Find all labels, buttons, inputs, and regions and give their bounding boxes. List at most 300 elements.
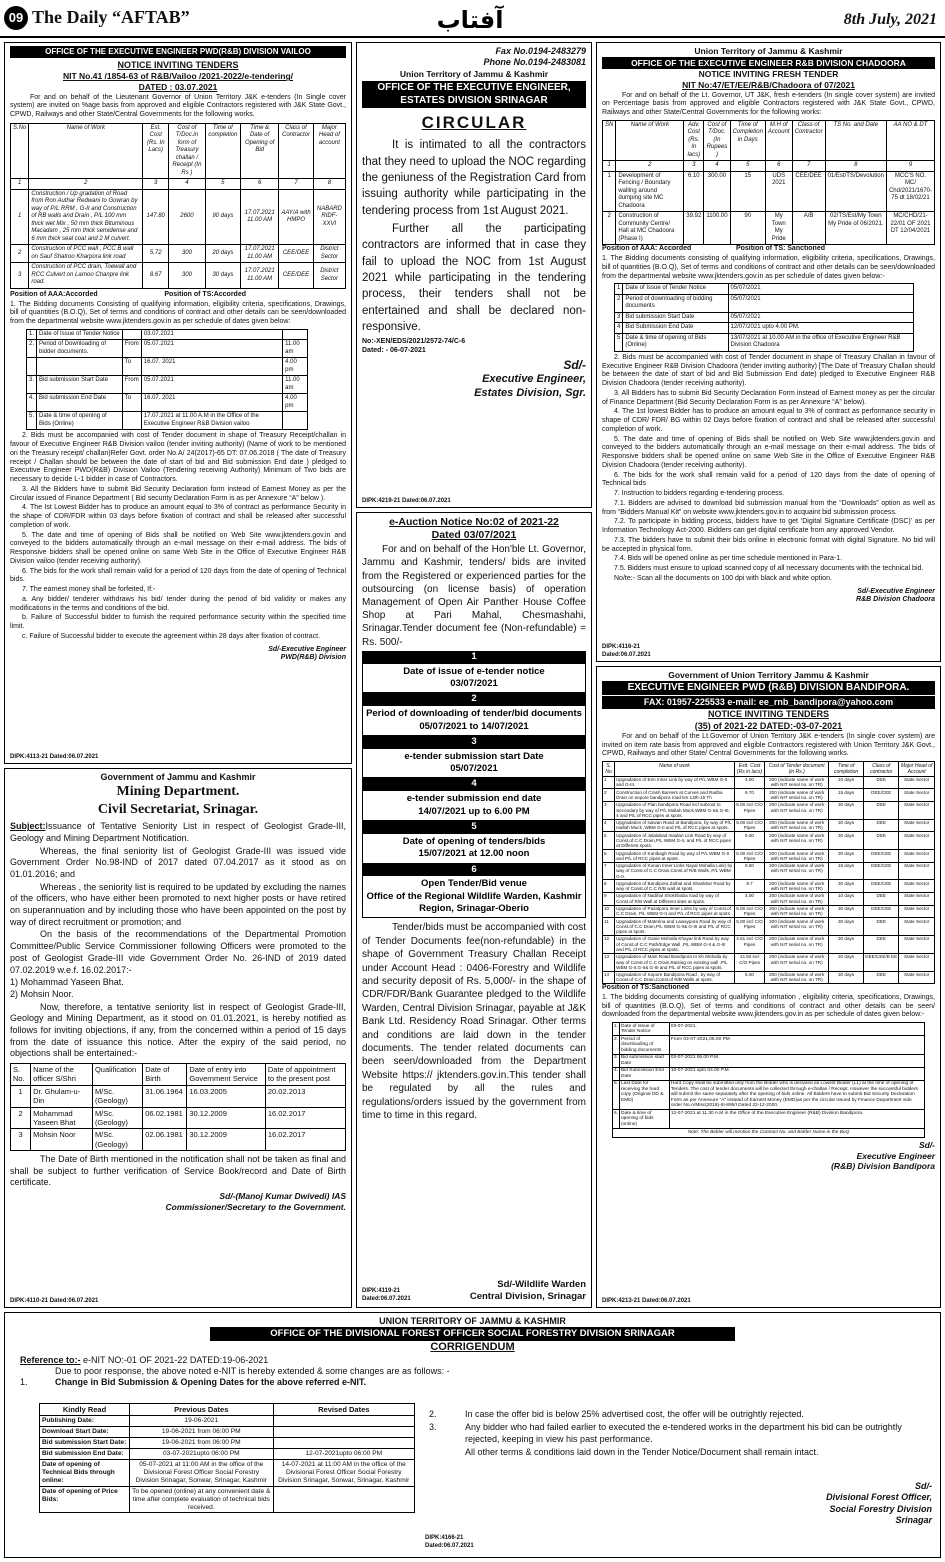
table-cell: 5.00 incl C/O Pipes	[734, 819, 765, 832]
table-header-cell: Class of Contractor	[279, 123, 313, 179]
chadoora-ut: Union Territory of Jammu & Kashmir	[694, 46, 843, 56]
table-cell: 30 days	[828, 918, 863, 936]
chadoora-dates-table	[614, 283, 914, 352]
table-cell: Mohsin Noor	[31, 1129, 93, 1151]
table-cell: State Sector	[899, 776, 935, 789]
bandipora-intro: For and on behalf of the Lt.Governor of Union Territory J&K e-tenders (In single cover system) are invited on item rate basis from approved and eligible Contractors registered with Union Territory J&K Govt., CPWD, Railways and other State/ Central Governments for the following works.	[602, 732, 935, 758]
paragraph: Whereas, the final seniority list of Geologist Grade-III was issued vide Government Order No.98-IND of 2017 dated 07.04.2017 as it stood as on 01.01.2016; and	[10, 845, 346, 879]
paragraph: 2. Bids must be accompanied with cost of Tender document in shape of Treasury Receipt/challan in favour of Executive Engineer R&B Division vailoo (tender inviting authority) (Name of work to be mentioned on the Treasury receipt/ challan)Refer Govt. order No.A/ 24(2017)-65 DT: 07.06.2018 ( The date of Treasury receipt / Challan should be between the date of start of bid and Bid submission End date ) pledged to Executive Engineer PWD(R&B) Division Vailoo (Tendering receiving Authority) Minimum of Two bids are necessary to decide L-1 bidder in case of Contractors.	[10, 432, 346, 483]
estates-dated: Dated: - 06-07-2021	[362, 347, 426, 355]
table-cell: CEE/DEE	[792, 171, 825, 212]
table-cell: 10 days	[828, 892, 863, 905]
table-cell: 6.10	[684, 171, 704, 212]
table-row	[40, 1438, 415, 1449]
table-header-cell: Time of completion	[828, 762, 863, 777]
table-cell	[122, 329, 141, 340]
paragraph: 4. The 1st lowest Bidder has to produce an amount equal to 3% of contract as performance security in shape of CDR/ FDR/ BG within 02 Days before fixation of contract and shall be released after successful completion of work.	[602, 408, 935, 433]
table-cell: 5	[603, 832, 615, 850]
table-cell: Last Date for receiving the hard copy (Original DD & EMD)	[620, 1080, 670, 1110]
estates-office1: OFFICE OF THE EXECUTIVE ENGINEER,	[377, 82, 571, 94]
table-cell: DEE/CEE	[864, 905, 899, 918]
table-cell: M/Sc.(Geology)	[92, 1107, 142, 1129]
bandipora-para1: 1. The bidding documents consisting of qualifying information , eligibility criteria, specifications, Drawings, bill of quantities (B.O.Q), Set of terms and conditions of contract and other details can be seen/ downloaded from the departmental website www.jktenders.gov.in as per schedule of dates given below:-	[602, 993, 935, 1019]
table-cell: DEE	[864, 918, 899, 936]
table-cell: 200 (indicate name of work with NIT serial no. on TR)	[765, 862, 829, 880]
table-header-cell: SN	[603, 120, 616, 161]
table-cell: 90	[730, 212, 765, 245]
mining-subject-label: Subject:	[10, 821, 46, 832]
table-header-cell: Major Head of account	[313, 123, 345, 179]
issue-date: 8th July, 2021	[843, 11, 937, 28]
wildlife-title: e-Auction Notice No:02 of 2021-22	[389, 516, 559, 528]
chadoora-works-table	[602, 120, 935, 246]
chadoora-notice	[596, 42, 941, 662]
table-cell: 30 days	[828, 850, 863, 863]
table-cell: Date & time of opening of Bids (Online)	[623, 333, 728, 351]
table-header-cell: Qualification	[92, 1064, 142, 1086]
table-header-cell: 8	[825, 161, 886, 172]
estates-dipk: DIPK:4219-21 Dated:06.07.2021	[362, 497, 451, 504]
mining-last: The Date of Birth mentioned in the notification shall not be taken as final and shall be subject to further verification of Service Book/record and Date of Birth certificate.	[10, 1154, 346, 1188]
forest-office: OFFICE OF THE DIVISIONAL FOREST OFFICER SOCIAL FORESTRY DIVISION SRINAGAR	[210, 1327, 735, 1341]
vailoo-notice	[4, 42, 352, 764]
table-header-cell: Date of entry into Government Service	[187, 1064, 266, 1086]
table-cell: Dr. Ghulam-u-Din	[31, 1085, 93, 1107]
table-header-cell: Name of Work	[616, 120, 684, 161]
table-cell: 17.07.2021 at 11.00 A.M in the Office of the Executive Engineer R&B Division vailoo	[141, 412, 282, 430]
table-row	[40, 1449, 415, 1460]
table-cell: 17.07.2021 11.00 AM	[241, 189, 279, 245]
table-row	[40, 1427, 415, 1438]
corrigendum-point-text: All other terms & conditions laid down in the Tender Notice/Document shall remain intact.	[465, 1446, 819, 1457]
table-cell: 200 (indicate name of work with NIT serial no. on TR)	[765, 776, 829, 789]
table-cell: DEE	[864, 776, 899, 789]
table-cell: Publishing Date:	[40, 1416, 130, 1427]
table-cell: Upgradation of Kanibagh Road by way of P/L WBM G-II and P/L of RCC pipes at spots.	[615, 850, 735, 863]
table-header-cell: Class of Contractor	[792, 120, 825, 161]
estates-office2: ESTATES DIVISION SRINAGAR	[400, 94, 548, 106]
table-cell	[27, 358, 37, 376]
table-cell: 9	[603, 892, 615, 905]
bandipora-works-table	[602, 761, 935, 984]
table-cell: State Sector	[899, 789, 935, 802]
table-cell: Date of Issue of Tender Notice	[623, 284, 728, 295]
mining-dipk: DIPK:4110-21 Dated:06.07.2021	[10, 1297, 99, 1304]
paper-name: The Daily “AFTAB”	[32, 7, 190, 27]
bandipora-notice-title: NOTICE INVITING TENDERS	[707, 709, 829, 720]
table-cell: 30 days	[205, 263, 240, 289]
forest-sig4: Srinagar	[895, 1514, 932, 1525]
table-header-cell: Class of contractor	[864, 762, 899, 777]
table-row	[27, 412, 308, 430]
table-cell: 14.93 incl C/O Pipes	[734, 953, 765, 971]
table-cell: CEE/DEE	[279, 245, 313, 263]
table-cell: 05.07.2021	[141, 340, 282, 358]
wildlife-body: Tender/bids must be accompanied with cost of Tender Documents fee(non-refundable) in the shape of Government Treasury Challan Receipt under Account Head : 0406-Forestry and Wildlife and security deposit of Rs. 5,000/- in the shape of CDR/FDR/Bank Guarantee pledged to the Wildlife Warden, Central Division Srinagar, payable at J&K Bank Ltd. Residency Road Srinagar. Other terms and conditions are laid down in the tender documents. The tender related documents can been seen/downloaded from the Department Website https:// jktenders.gov.in.This tender shall be regulated by all the rules and regulations/orders issued by the government from time to time in this regard.	[362, 922, 586, 1121]
table-cell: Bid submission Start Date	[623, 312, 728, 323]
table-cell: From 03-07-2021,06.00 PM	[669, 1036, 924, 1055]
table-cell: Date of opening of Price Bids:	[40, 1486, 130, 1513]
table-row	[603, 862, 935, 880]
table-cell: State Sector	[899, 953, 935, 971]
paragraph: 7.5. Bidders must ensure to upload scanned copy of all necessary documents with the technical bid.	[614, 565, 924, 572]
table-cell: 1	[615, 284, 623, 295]
bandipora-sig3: (R&B) Division Bandipora	[831, 1161, 935, 1172]
wildlife-notice	[356, 512, 592, 1308]
mining-notice	[4, 768, 352, 1308]
table-row	[603, 212, 935, 245]
table-cell: 12-07-2021 at 11.30 A.M in the Office of the Executive Engineer (R&B) Division Bandipora.	[669, 1110, 924, 1129]
paragraph: 7.4. Bids will be opened online as per time schedule mentioned in Para-1.	[614, 555, 843, 563]
table-cell: 17.07.2021 11.00 AM	[241, 263, 279, 289]
forest-dates-table	[39, 1403, 415, 1513]
wildlife-sig2: Central Division, Srinagar	[469, 1291, 586, 1303]
table-row	[40, 1416, 415, 1427]
corrigendum-point	[429, 1422, 934, 1445]
vailoo-dates-table	[26, 329, 308, 431]
table-cell: 10 days	[828, 776, 863, 789]
table-cell: State Sector	[899, 935, 935, 953]
table-cell: State Sector	[899, 905, 935, 918]
table-cell: 200 (indicate name of work with NIT serial no. on TR)	[765, 971, 829, 984]
chadoora-sig2: R&B Division Chadoora	[856, 596, 935, 604]
table-row	[603, 789, 935, 802]
table-header-cell: 7	[279, 179, 313, 190]
schedule-step	[362, 748, 586, 779]
table-cell: Date of Issue of Tender Notice	[37, 329, 123, 340]
table-cell: To	[122, 358, 141, 376]
table-row	[27, 340, 308, 358]
table-cell: 2	[11, 1107, 31, 1129]
table-cell: Date & time of opening of Bids (Online)	[37, 412, 123, 430]
forest-sig3: Social Forestry Division	[829, 1503, 932, 1514]
table-cell: Date of Issue of Tender Notice	[620, 1023, 670, 1036]
table-cell: State Sector	[899, 850, 935, 863]
table-header-cell: 7	[792, 161, 825, 172]
table-cell: 30.12.2009	[187, 1107, 266, 1129]
schedule-step-value: 14/07/2021 up to 6.00 PM	[418, 805, 530, 817]
forest-change-num: 1.	[20, 1377, 28, 1388]
table-header-cell: Cost of T/Doc.in form of Treasury challan / Receipt (In Rs )	[169, 123, 205, 179]
corrigendum-point-number: 2.	[429, 1409, 437, 1419]
paragraph: 4. The Ist Lowest Bidder has to produce an amount equal to 3% of contract as performance Security in the shape of CDR/FDR within 03 days before fixation of contract and shall be released after successful completion of work.	[10, 504, 346, 529]
table-cell: A/B	[792, 212, 825, 245]
table-row	[615, 333, 914, 351]
table-header-cell: Date of appointment to the present post	[265, 1064, 345, 1086]
table-cell: 5.00 incl C/O Pipes	[734, 850, 765, 863]
table-cell: 5	[615, 333, 623, 351]
table-cell: 5.	[27, 412, 37, 430]
logo-text: آفتاب	[436, 6, 504, 34]
table-cell: Mohammad Yaseen Bhat	[31, 1107, 93, 1129]
table-row	[613, 1054, 925, 1067]
table-header-cell: M.H of Account	[765, 120, 792, 161]
bandipora-dates-table	[612, 1022, 925, 1138]
table-cell: 5.72	[143, 245, 169, 263]
paragraph: 7.3. The bidders have to submit their bids online in electronic format with digital Signature. No bid will be accepted in physical form.	[602, 536, 935, 553]
paragraph: b. Failure of Successful bidder to furnish the required performance security within the specified time limit.	[10, 614, 346, 630]
table-row	[11, 1107, 346, 1129]
table-cell: 6.	[613, 1110, 620, 1129]
table-header-cell: S. No	[603, 762, 615, 777]
table-cell: To	[122, 394, 141, 412]
table-cell: 90 days	[205, 189, 240, 245]
table-cell: M/Sc.(Geology)	[92, 1129, 142, 1151]
forest-dipk2: Dated:06.07.2021	[425, 1542, 474, 1549]
table-row	[11, 189, 346, 245]
table-cell: 2	[603, 789, 615, 802]
schedule-step	[362, 663, 586, 694]
table-cell: 4.	[27, 394, 37, 412]
table-cell: Construction of PCC wall , PCC B wall on Sauf Shatroo Kharpora link road	[29, 245, 143, 263]
table-header-cell: S. No.	[11, 1064, 31, 1086]
schedule-step-label: Date of opening of tenders/bids	[402, 835, 546, 847]
chadoora-notice-title: NOTICE INVITING FRESH TENDER	[698, 69, 839, 80]
bandipora-notice	[596, 666, 941, 1308]
schedule-step-value: 15/07/2021 at 12.00 noon	[418, 848, 530, 860]
schedule-step-label: Open Tender/Bid venue	[421, 878, 527, 890]
table-cell: State Sector	[899, 832, 935, 850]
vailoo-works-table	[10, 123, 346, 289]
table-cell: Upgradation of Ganie Mohalla Khayar link Road by way of Const.of C.C Path/Edge Wall ,P/L WBM G-II & G-III and P/L of RCC pipes at spots.	[615, 935, 735, 953]
table-cell: Bid submission start Date	[620, 1054, 670, 1067]
table-header-cell: 5	[205, 179, 240, 190]
table-cell: 03.07.2021	[141, 329, 282, 340]
table-cell: UDS 2021	[765, 171, 792, 212]
masthead	[0, 0, 945, 38]
vailoo-office: OFFICE OF THE EXECUTIVE ENGINEER PWD(R&B) DIVISION VAILOO	[10, 46, 346, 58]
table-cell: 20 days	[205, 245, 240, 263]
vailoo-para1: 1. The Bidding documents Consisting of qualifying information, eligibility criteria, specifications, Drawings, bill of quantities (B.O.Q), Set of terms and conditions of contract and other details can be seen/downloaded from the departmental website www.jktenders.gov.in as per schedule of dates given below:	[10, 300, 346, 325]
table-cell: DEE/CEE	[864, 862, 899, 880]
table-header-cell: 6	[241, 179, 279, 190]
estates-para2: Further all the participating contractors are informed that in case they fail to upload the NOC from 1st August 2021 while participating in the tendering process, their tenders shall not be entertained and shall be declared non-responsive.	[362, 223, 586, 333]
table-cell: 10-07-2021 upto 04.00 P.M.	[669, 1067, 924, 1080]
chadoora-para1: 1. The Bidding documents consisting of qualifying information, eligibility criteria, specifications, Drawings, bill of quantities (B.O.Q), Set of terms and conditions of contract and other details can be seen/downloaded from the departmental website www.jktenders.gov.in as per schedule of dates given below:-	[602, 255, 935, 280]
estates-ut: Union Territory of Jammu & Kashmir	[399, 68, 549, 79]
table-cell: Bid submission End Date:	[40, 1449, 130, 1460]
table-cell: Development of Fencing / Boundary walling around dumping site MC Chadoora	[616, 171, 684, 212]
table-cell	[273, 1416, 414, 1427]
table-cell: 1	[603, 776, 615, 789]
chadoora-sig1: Sd/-Executive Engineer	[857, 587, 935, 595]
table-row	[11, 1129, 346, 1151]
table-cell: MC/CHD/21-22/01 OF 2021 DT 12/04/2021	[886, 212, 934, 245]
table-cell: State Sector	[899, 892, 935, 905]
table-cell: 05/07/2021	[728, 294, 913, 312]
table-cell: DEE	[864, 832, 899, 850]
table-cell: Period of downloading of bidding documents	[623, 294, 728, 312]
table-cell: 200 (indicate name of work with NIT serial no. on TR)	[765, 850, 829, 863]
table-header-cell: Name of Work	[29, 123, 143, 179]
table-cell: 14-07-2021 at 11:00 AM in the office of the Divisional Forest Officer Social Forestry Division Srinagar, Sonwar, Srinagar, Kashmir	[273, 1460, 414, 1487]
schedule-step-value: Office of the Regional Wildlife Warden, Kashmir Region, Srinagar-Oberio	[366, 890, 582, 915]
table-cell: 3.	[613, 1054, 620, 1067]
aftab-logo	[410, 2, 530, 34]
table-row	[40, 1486, 415, 1513]
table-row	[615, 284, 914, 295]
table-row	[613, 1036, 925, 1055]
officer-item: 2) Mohsin Noor.	[10, 988, 74, 999]
table-cell: 200 (indicate name of work with NIT serial no. on TR)	[765, 819, 829, 832]
table-cell: 16.02.2017	[265, 1129, 345, 1151]
table-cell: 5.00 incl C/O Pipes	[734, 918, 765, 936]
table-cell: 200 (indicate name of work with NIT serial no. on TR)	[765, 801, 829, 819]
table-cell: Construction / Up gradation of Road from Ron Authar Redwani to Gowran by way of P/L RRM , G-II and Construction of RB walls and Drain , P/L 100 mm thick wet Mix , 50 mm thick Bituminous Macadam , 25 mm thick semidense and 6 mm thick seal coat and 2 M culvert.	[29, 189, 143, 245]
table-cell: 1100.00	[704, 212, 730, 245]
table-cell: 1.	[613, 1023, 620, 1036]
table-header-cell: Major Head of Account	[899, 762, 935, 777]
schedule-step	[362, 875, 586, 918]
table-cell: 16.02.2017	[265, 1107, 345, 1129]
table-cell: State Sector	[899, 918, 935, 936]
table-header-cell: Time & Date of Opening of Bid	[241, 123, 279, 179]
table-cell	[273, 1427, 414, 1438]
table-cell: 4.00	[734, 776, 765, 789]
table-cell: 30 days	[828, 905, 863, 918]
table-row	[603, 935, 935, 953]
table-cell: 11.00 am	[283, 376, 308, 394]
bandipora-fax: FAX: 01957-225533 e-mail: ee_rnb_bandipora@yahoo.com	[602, 696, 935, 709]
table-cell: NABARD RIDF- XXVI	[313, 189, 345, 245]
vailoo-intro: For and on behalf of the Lieutenant Governor of Union Territory J&K e-tenders (In Single cover system) are invited on %age basis from approved and eligible Contractors registered with J&K State Govt., CPWD, Railways and other State/Central Governments for the following works.	[10, 93, 346, 118]
table-cell: 19-06-2021	[130, 1416, 274, 1427]
paragraph: 6. The bids for the work shall remain valid for a period of 120 days from the date of opening of Technical bids.	[10, 567, 346, 584]
table-header-cell: Adv. Cost (Rs. in lacs)	[684, 120, 704, 161]
mining-sig1: Sd/-(Manoj Kumar Dwivedi) IAS	[219, 1191, 346, 1202]
table-header-cell: Est. Cost (Rs. In Lacs)	[143, 123, 169, 179]
table-cell: 06.02.1981	[143, 1107, 187, 1129]
table-row	[613, 1080, 925, 1110]
table-cell: 19-06-2021 from 06:00 PM	[130, 1438, 274, 1449]
table-cell: Download Start Date:	[40, 1427, 130, 1438]
table-cell: Bid Submission End Date	[623, 323, 728, 334]
table-header-cell: Name of work	[615, 762, 735, 777]
table-cell: 05/07/2021	[728, 312, 913, 323]
table-cell: 5.	[613, 1080, 620, 1110]
corrigendum-point-text: Any bidder who had failed earlier to executed the e-tendered works in the department his bid can be outrightly rejected, keeping in view his past performance.	[465, 1422, 902, 1444]
bandipora-sig2: Executive Engineer	[856, 1150, 935, 1161]
table-cell	[37, 358, 123, 376]
table-header-cell: 4	[704, 161, 730, 172]
schedule-step	[362, 705, 586, 736]
table-cell: 30 days	[828, 801, 863, 819]
table-cell: State Sector	[899, 971, 935, 984]
table-cell: 16.07. 2021	[141, 358, 282, 376]
table-row	[613, 1023, 925, 1036]
table-cell	[283, 329, 308, 340]
table-cell: Upgradation of Jalalabad maidan Link Road by way of Const.of C.C Drain,P/L WBM G-II, and P/L of RCC pipes at Different spots.	[615, 832, 735, 850]
table-row	[603, 971, 935, 984]
table-cell: Upgradation of Sopore Bandipora Road , by way of Const.of C.C Drain,Const.of R/B Walls at spots.	[615, 971, 735, 984]
table-cell: Upgradation of Nadihal Shokhbaba road by way of Const.of R/B Wall at Different sites at spots.	[615, 892, 735, 905]
table-cell: 147.80	[143, 189, 169, 245]
schedule-step-value: 05/07/2021	[450, 763, 498, 775]
forest-points	[429, 1409, 934, 1460]
table-header-cell: Time of Completion in Days	[730, 120, 765, 161]
estates-ref: No:-XEN/EDS/2021/2572-74/C-6	[362, 338, 466, 346]
table-cell: 12-07-2021upto 06:00 PM	[273, 1449, 414, 1460]
estates-circular-title: CIRCULAR	[421, 113, 527, 133]
table-row	[603, 850, 935, 863]
table-cell: 300	[169, 245, 205, 263]
wildlife-dated: Dated 03/07/2021	[431, 529, 517, 542]
forest-change: Change in Bid Submission & Opening Dates for the above referred e-NIT.	[55, 1377, 367, 1388]
table-header-cell: 6	[765, 161, 792, 172]
table-cell: 7	[603, 862, 615, 880]
table-header-cell: 8	[313, 179, 345, 190]
table-cell: 4.00 pm	[283, 394, 308, 412]
vailoo-dipk: DIPK:4113-21 Dated:06.07.2021	[10, 753, 99, 760]
table-row	[11, 263, 346, 289]
table-cell: 8.7	[734, 880, 765, 893]
paragraph: 6. The bids for the work shall remain valid for a period of 120 days from the date of opening of Technical bids	[602, 471, 935, 488]
table-cell: 30 days	[828, 971, 863, 984]
table-cell: CEE/DEE	[279, 263, 313, 289]
table-cell: 4.00	[734, 892, 765, 905]
table-cell: DEE	[864, 971, 899, 984]
corrigendum-point-number	[429, 1447, 465, 1458]
schedule-step-label: e-tender submission start Date	[404, 750, 544, 762]
table-row	[603, 171, 935, 212]
schedule-step-number: 4	[362, 778, 586, 790]
table-cell: To be opened (online) at any convenient date & time after complete evaluation of technical bids received.	[130, 1486, 274, 1513]
table-row	[603, 892, 935, 905]
table-cell: Date of opening of Technical Bids through online:	[40, 1460, 130, 1487]
table-cell: DEE/CEE	[864, 850, 899, 863]
table-cell: 3	[11, 1129, 31, 1151]
table-row	[27, 358, 308, 376]
forest-corr-title: CORRIGENDUM	[430, 1341, 515, 1354]
table-cell: From	[122, 340, 141, 358]
table-cell: 2.	[27, 340, 37, 358]
table-cell: DEE	[864, 892, 899, 905]
table-header-cell: 4	[169, 179, 205, 190]
table-cell: 30 days	[828, 832, 863, 850]
table-cell: 4.81 incl C/O Pipes	[734, 935, 765, 953]
corrigendum-point	[429, 1447, 934, 1458]
table-cell: Upgradation of Kunan Inner Links Nayal Mohalla Link) by way of Const.of C.C Drain,Const.of R/B Walls ,P/L WBM G-II.	[616, 863, 733, 879]
table-cell: Period of Downloading of bidder documents.	[37, 340, 123, 358]
table-cell: 2.	[613, 1036, 620, 1055]
table-header-cell: 5	[730, 161, 765, 172]
table-header-cell: Cost of Tender document (in Rs.)	[765, 762, 829, 777]
table-row	[613, 1067, 925, 1080]
corrigendum-point-text: In case the offer bid is below 25% advertised cost, the offer will be outrightly rejected.	[465, 1409, 804, 1419]
table-cell: 1	[603, 171, 616, 212]
table-cell: 14	[603, 971, 615, 984]
chadoora-dipk2: Dated:06.07.2021	[602, 651, 651, 658]
table-header-cell: 1	[603, 161, 616, 172]
mining-officers	[10, 977, 346, 1000]
estates-circular	[356, 42, 592, 508]
estates-fax: Fax No.0194-2483279	[495, 46, 586, 56]
table-row	[603, 819, 935, 832]
bandipora-office: EXECUTIVE ENGINEER PWD (R&B) DIVISION BANDIPORA.	[602, 681, 935, 696]
mining-gov: Government of Jammu and Kashmir	[100, 772, 256, 782]
bandipora-nit: (35) of 2021-22 DATED:-03-07-2021	[694, 720, 843, 731]
table-cell: 8.50	[734, 862, 765, 880]
paragraph: 3. All Bidders has to submit Bid Security Declaration Form instead of Earnest money as per the circular of Finance Department (Bid Security Declaration Form is as per Annexure “A” below).	[602, 389, 935, 406]
table-cell: 9.70	[734, 789, 765, 802]
mining-dept: Mining Department.	[116, 784, 240, 800]
table-cell: 30.12.2009	[187, 1129, 266, 1151]
forest-sig1: Sd/-	[915, 1481, 932, 1491]
chadoora-paragraphs	[602, 354, 935, 584]
table-cell: 4	[615, 323, 623, 334]
schedule-step-number: 3	[362, 736, 586, 748]
table-cell: 11	[603, 918, 615, 936]
